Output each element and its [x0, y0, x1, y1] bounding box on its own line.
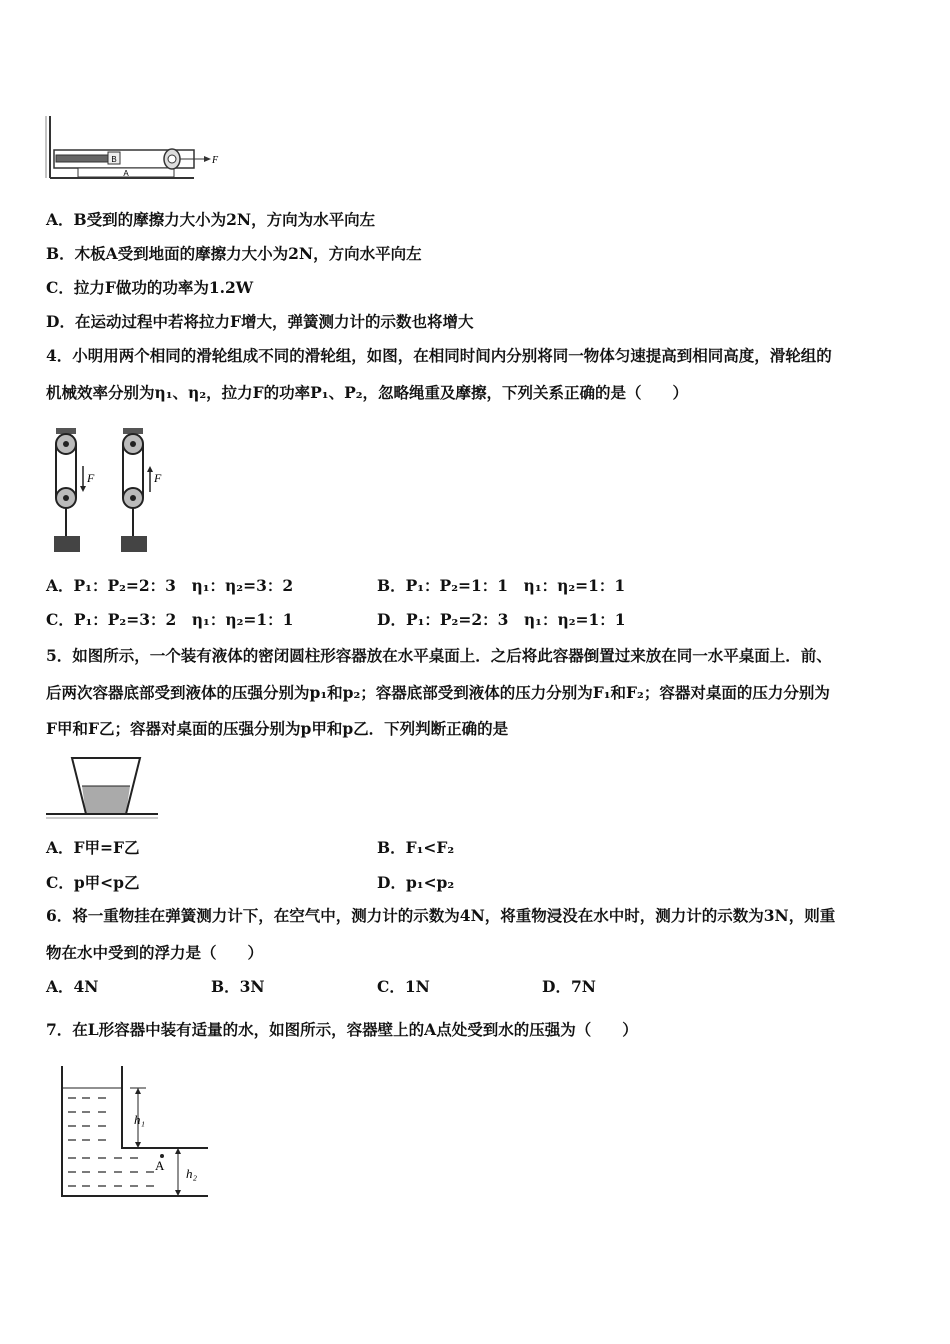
force-label-1: F: [87, 471, 95, 485]
q4-stem-line1: 4．小明用两个相同的滑轮组成不同的滑轮组，如图，在相同时间内分别将同一物体匀速提高到相同高度，滑轮组的: [46, 346, 832, 365]
q7-stem: 7．在L形容器中装有适量的水，如图所示，容器壁上的A点处受到水的压强为（ ）: [46, 1020, 638, 1039]
q5-stem-line2: 后两次容器底部受到液体的压强分别为p₁和p₂；容器底部受到液体的压力分别为F₁和F₂；容器对桌面的压力分别为: [46, 683, 830, 702]
container-figure: [46, 756, 162, 824]
q5-option-d: D．p₁<p₂: [377, 873, 455, 892]
q5-option-c: C．p甲<p乙: [46, 873, 140, 892]
q6-option-a: A．4N: [46, 977, 99, 996]
q5-option-a: A．F甲=F乙: [46, 838, 140, 857]
q3-option-a: A．B受到的摩擦力大小为2N，方向为水平向左: [46, 210, 376, 229]
q5-option-b: B．F₁<F₂: [377, 838, 455, 857]
q4-option-c: C．P₁：P₂=3：2 η₁：η₂=1：1: [46, 610, 294, 629]
q4-option-b: B．P₁：P₂=1：1 η₁：η₂=1：1: [377, 576, 626, 595]
q6-stem-line1: 6．将一重物挂在弹簧测力计下，在空气中，测力计的示数为4N，将重物浸没在水中时，测力计的示数为3N，则重: [46, 906, 836, 925]
force-label-2: F: [154, 471, 162, 485]
q6-stem-line2: 物在水中受到的浮力是（ ）: [46, 943, 264, 962]
l-container-figure: [58, 1064, 212, 1202]
board-spring-scale-figure: [44, 112, 224, 184]
q6-option-d: D．7N: [542, 977, 596, 996]
block-label: B: [111, 155, 117, 164]
q4-option-a: A．P₁：P₂=2：3 η₁：η₂=3：2: [46, 576, 294, 595]
q5-stem-line3: F甲和F乙；容器对桌面的压强分别为p甲和p乙．下列判断正确的是: [46, 719, 509, 738]
h1-label: h₁: [134, 1112, 146, 1127]
q3-option-b: B．木板A受到地面的摩擦力大小为2N，方向水平向左: [46, 244, 422, 263]
point-a-label: A: [155, 1158, 165, 1173]
q3-option-d: D．在运动过程中若将拉力F增大，弹簧测力计的示数也将增大: [46, 312, 474, 331]
q4-option-d: D．P₁：P₂=2：3 η₁：η₂=1：1: [377, 610, 626, 629]
pulley-systems-figure: [46, 426, 176, 556]
q3-option-c: C．拉力F做功的功率为1.2W: [46, 278, 254, 297]
force-label: F: [212, 155, 219, 166]
h2-label: h₂: [186, 1166, 198, 1181]
board-label: A: [123, 169, 129, 178]
q4-stem-line2: 机械效率分别为η₁、η₂，拉力F的功率P₁、P₂，忽略绳重及摩擦，下列关系正确的是（ ）: [46, 383, 689, 402]
q6-option-b: B．3N: [211, 977, 265, 996]
q6-option-c: C．1N: [377, 977, 430, 996]
q5-stem-line1: 5．如图所示，一个装有液体的密闭圆柱形容器放在水平桌面上．之后将此容器倒置过来放在同一水平桌面上．前、: [46, 646, 832, 665]
